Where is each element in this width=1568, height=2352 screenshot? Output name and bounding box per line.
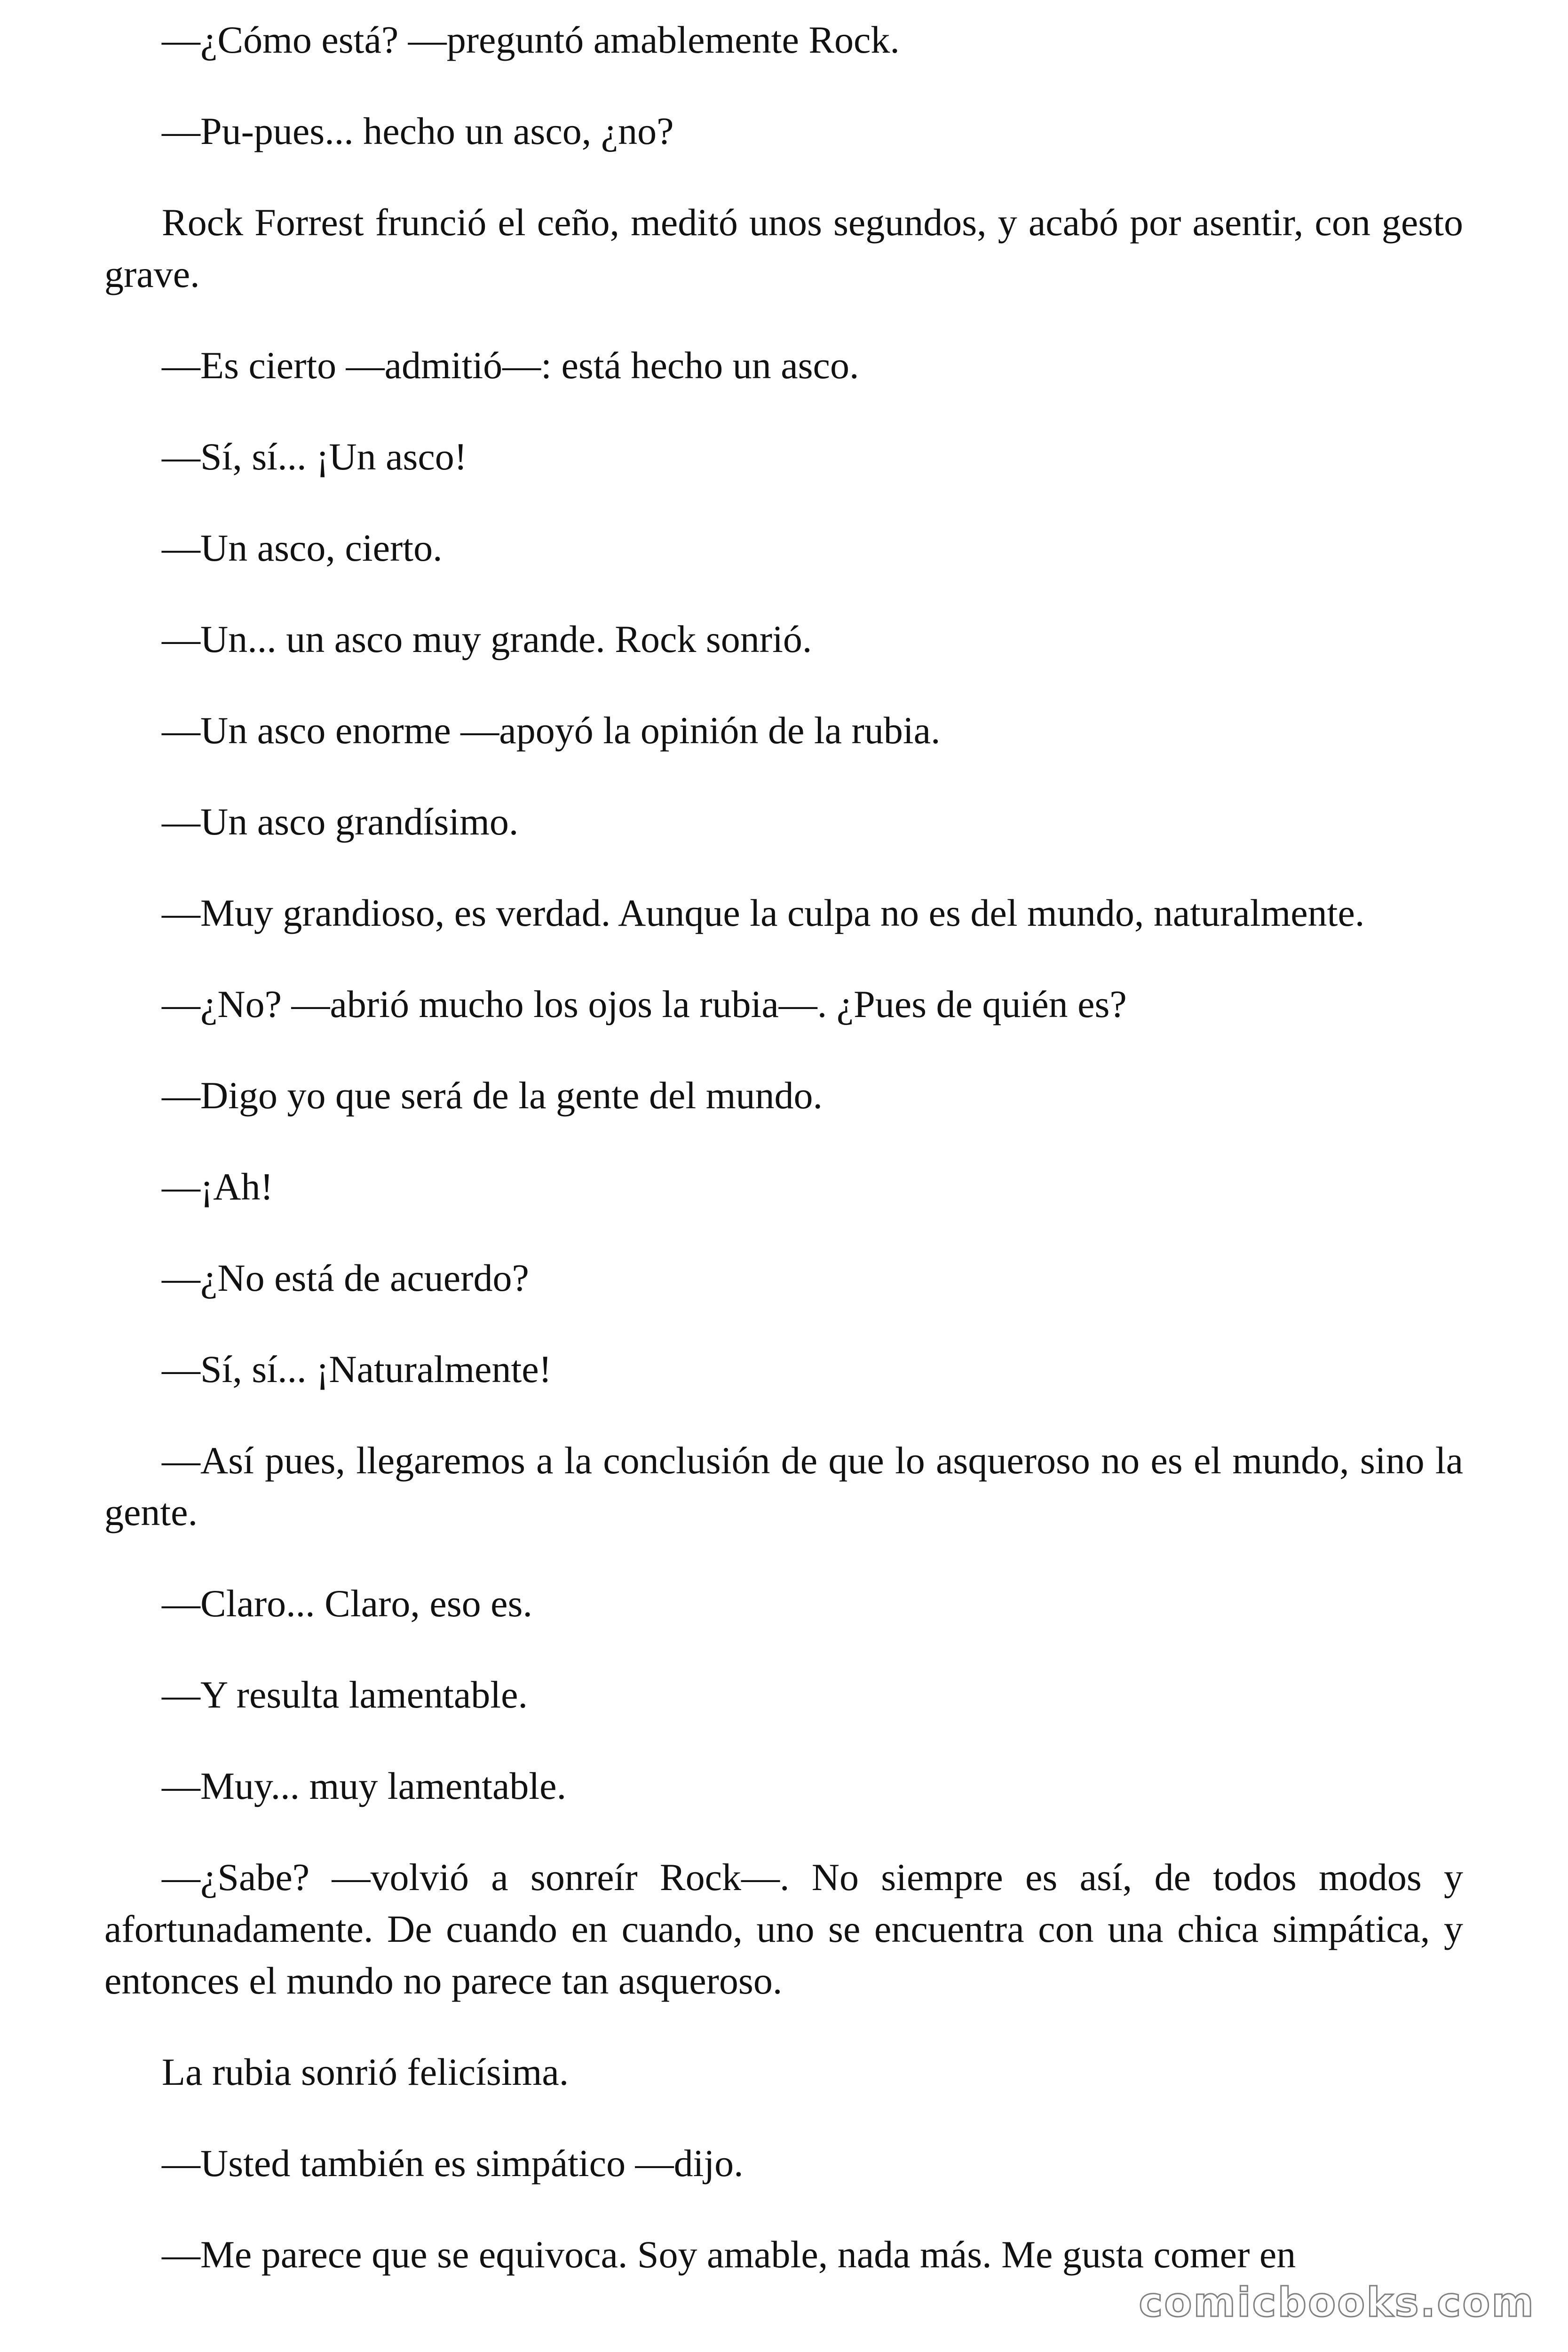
- paragraph: —Un asco grandísimo.: [162, 800, 519, 843]
- paragraph: Rock Forrest frunció el ceño, meditó unos segundos, y acabó por asentir, con gesto grave.: [104, 201, 1463, 295]
- paragraph: —Me parece que se equivoca. Soy amable, nada más. Me gusta comer en: [162, 2233, 1296, 2276]
- paragraph: —Sí, sí... ¡Un asco!: [162, 435, 467, 478]
- paragraph: —Un asco, cierto.: [162, 526, 443, 569]
- paragraph: —Un asco enorme —apoyó la opinión de la rubia.: [162, 709, 941, 752]
- paragraph: —Sí, sí... ¡Naturalmente!: [162, 1348, 552, 1391]
- paragraph: —¿No? —abrió mucho los ojos la rubia—. ¿Pues de quién es?: [162, 983, 1127, 1025]
- paragraph: —Digo yo que será de la gente del mundo.: [162, 1074, 823, 1117]
- paragraph: —Y resulta lamentable.: [162, 1673, 528, 1716]
- paragraph: —Muy grandioso, es verdad. Aunque la culpa no es del mundo, naturalmente.: [162, 891, 1365, 934]
- paragraph: —¿Cómo está? —preguntó amablemente Rock.: [162, 18, 900, 61]
- paragraph: —Claro... Claro, eso es.: [162, 1582, 532, 1625]
- paragraph: —Pu-pues... hecho un asco, ¿no?: [162, 110, 674, 152]
- paragraph: —¿No está de acuerdo?: [162, 1256, 529, 1299]
- paragraph: —Usted también es simpático —dijo.: [162, 2142, 744, 2185]
- paragraph: —Un... un asco muy grande. Rock sonrió.: [162, 618, 812, 660]
- book-page: [104, 14, 1463, 2320]
- paragraph: —¡Ah!: [162, 1165, 273, 1208]
- paragraph: —Es cierto —admitió—: está hecho un asco.: [162, 344, 859, 387]
- paragraph: —¿Sabe? —volvió a sonreír Rock—. No siempre es así, de todos modos y afortunadamente. De cuando en cuando, uno se encuentra con una chica simpática, y entonces el mundo no parece tan asqueroso.: [104, 1856, 1463, 2002]
- paragraph: La rubia sonrió felicísima.: [162, 2050, 569, 2093]
- paragraph: —Así pues, llegaremos a la conclusión de que lo asqueroso no es el mundo, sino la gente.: [104, 1439, 1463, 1534]
- paragraph: —Muy... muy lamentable.: [162, 1764, 567, 1807]
- watermark: comicbooks.com: [1139, 2279, 1535, 2326]
